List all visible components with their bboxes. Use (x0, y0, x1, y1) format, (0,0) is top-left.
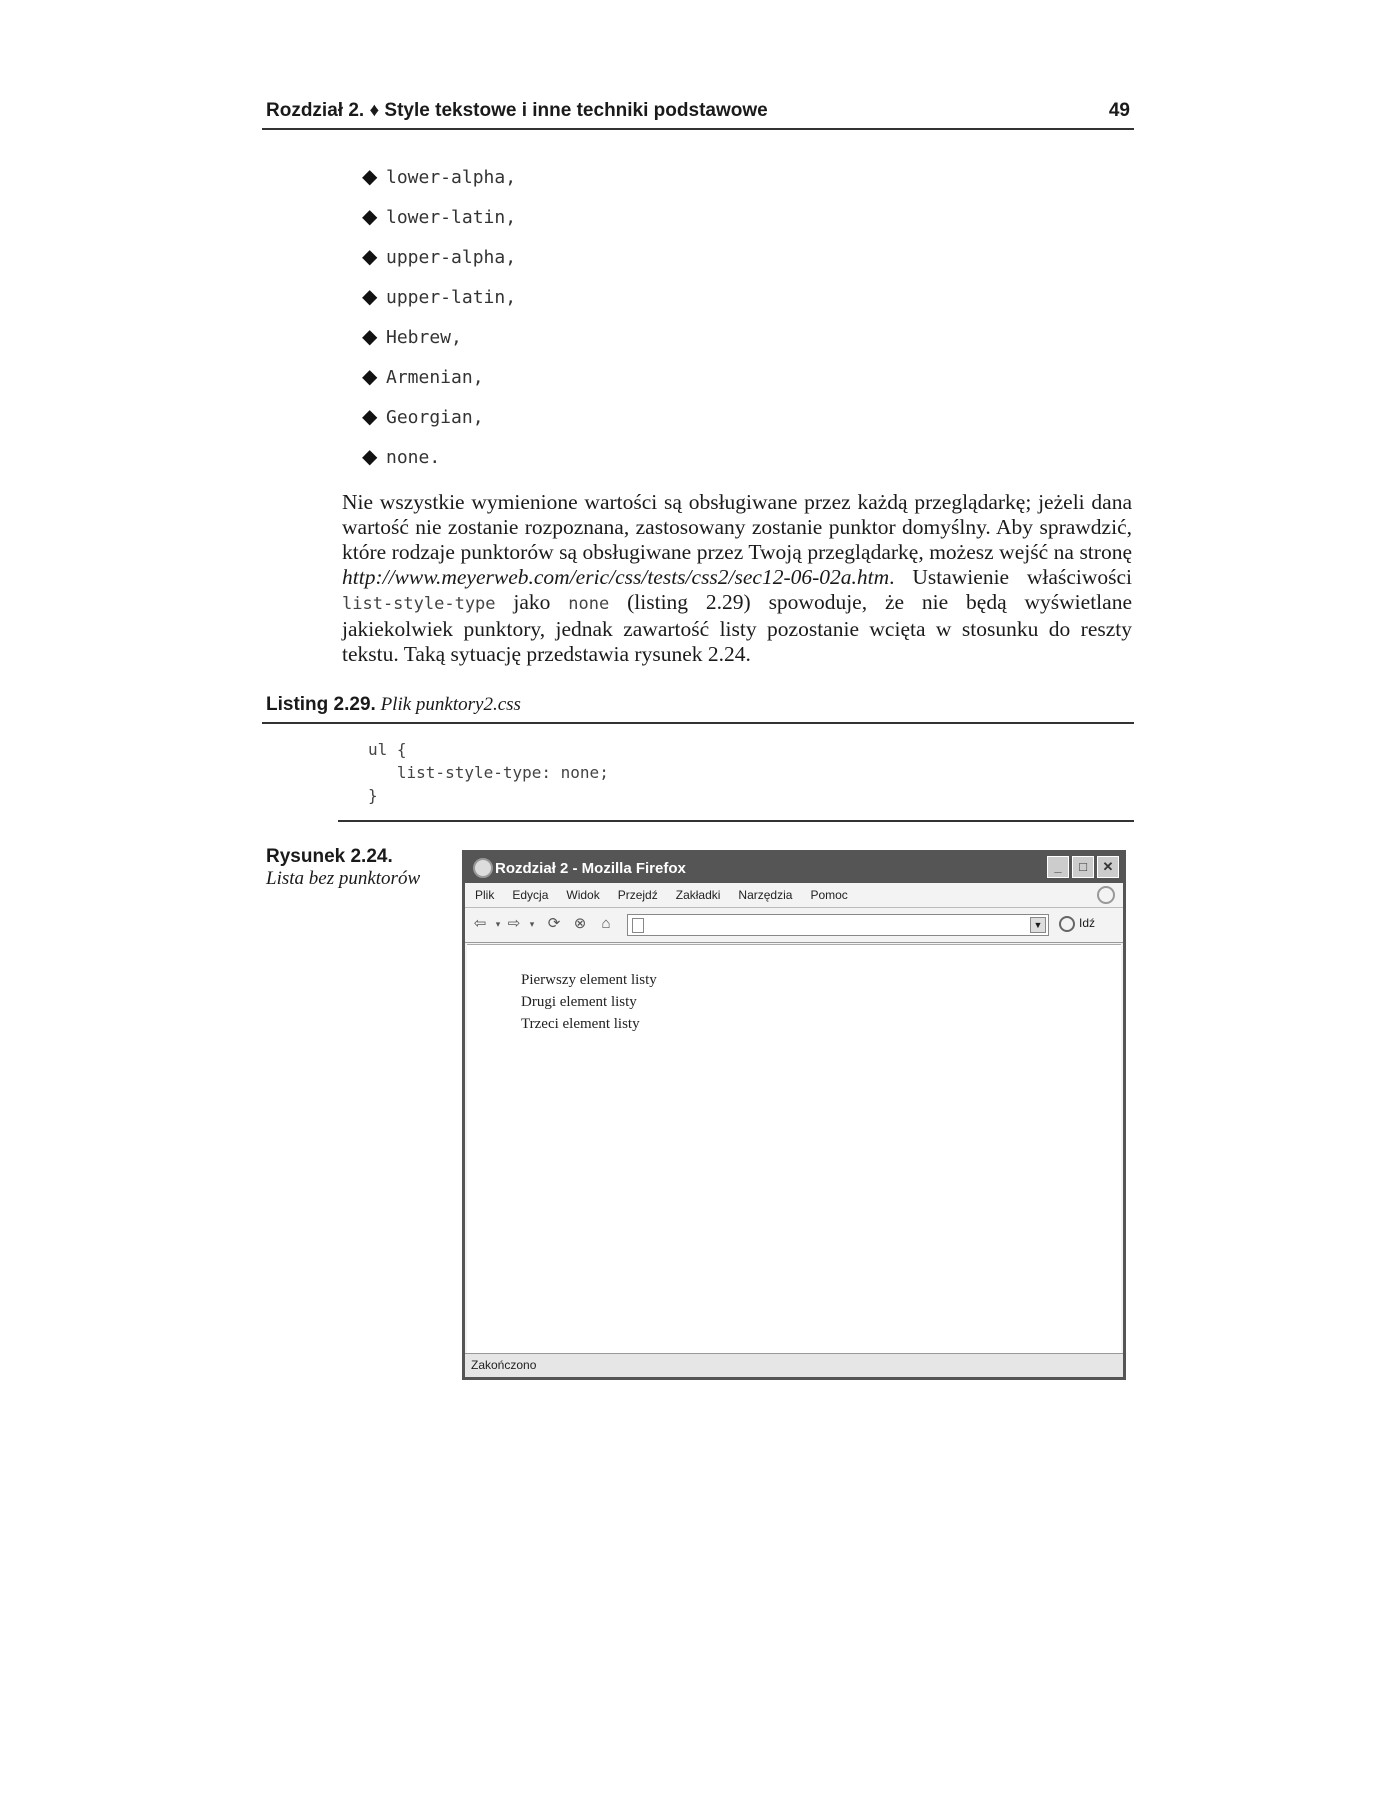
running-header (262, 98, 1134, 130)
menu-file[interactable]: Plik (475, 888, 495, 902)
window-controls (1047, 856, 1119, 878)
listing-label: Listing 2.29. (266, 694, 376, 715)
list-item: ◆ lower-alpha, (362, 164, 517, 188)
go-icon (1059, 916, 1075, 932)
code-line: ul { (368, 740, 407, 759)
window-title: Rozdział 2 - Mozilla Firefox (495, 860, 686, 877)
maximize-icon[interactable]: □ (1072, 856, 1094, 878)
chevron-down-icon[interactable]: ▼ (1030, 917, 1046, 933)
menu-help[interactable]: Pomoc (810, 888, 848, 902)
diamond-bullet-icon: ◆ (362, 324, 378, 348)
address-bar[interactable] (627, 914, 1049, 936)
body-paragraph: Nie wszystkie wymienione wartości są obsługiwane przez każdą przeglądarkę; jeżeli dana wartość nie zostanie rozpoznana, zastosowany zostanie punktor domyślny. Aby sprawdzić, które rodzaje punktorów są obsługiwane przez Twoją przeglądarkę, możesz wejść na stronę http://www.meyerweb.com/eric/css/tests/css2/sec12-06-02a.htm. Ustawienie właściwości list-style-type jako none (listing 2.29) spowoduje, że nie będą wyświetlane jakiekolwiek punktory, jednak zawartość listy pozostanie wcięta w stosunku do reszty tekstu. Taką sytuację przedstawia rysunek 2.24. (342, 490, 1132, 666)
menu-go[interactable]: Przejdź (617, 888, 658, 902)
diamond-bullet-icon: ◆ (362, 164, 378, 188)
close-icon[interactable]: ✕ (1097, 856, 1119, 878)
stop-icon[interactable]: ⊗ (573, 915, 587, 932)
home-icon[interactable]: ⌂ (601, 915, 611, 932)
menu-tools[interactable]: Narzędzia (738, 888, 793, 902)
chapter-title: Rozdział 2. ♦ Style tekstowe i inne techniki podstawowe (266, 100, 768, 121)
value-list (362, 162, 516, 482)
forward-dropdown-icon[interactable]: ▾ (529, 919, 535, 929)
list-item: ◆ upper-alpha, (362, 244, 517, 268)
title-bar (465, 853, 1123, 883)
page-content (467, 944, 1121, 1353)
go-button[interactable]: Idź (1059, 916, 1095, 932)
diamond-bullet-icon: ◆ (362, 444, 378, 468)
code-line: list-style-type: none; (368, 763, 609, 782)
menu-bar (465, 883, 1123, 908)
forward-icon[interactable]: ⇨ (507, 915, 521, 932)
status-bar: Zakończono (465, 1353, 1123, 1377)
diamond-bullet-icon: ◆ (362, 204, 378, 228)
page-icon (632, 918, 644, 933)
list-item: ◆ upper-latin, (362, 284, 517, 308)
listing-title (262, 694, 1134, 724)
back-dropdown-icon[interactable]: ▾ (495, 919, 501, 929)
list-item: Drugi element listy (521, 994, 637, 1010)
diamond-bullet-icon: ◆ (362, 364, 378, 388)
figure-caption (266, 846, 446, 890)
inline-code: none (568, 594, 610, 614)
firefox-icon (473, 858, 493, 878)
back-icon[interactable]: ⇦ (473, 915, 487, 932)
list-item: ◆ lower-latin, (362, 204, 517, 228)
page-number: 49 (1108, 100, 1130, 121)
menu-bookmarks[interactable]: Zakładki (675, 888, 721, 902)
browser-window-screenshot (462, 850, 1126, 1380)
code-listing (338, 738, 1134, 822)
list-item: ◆ Hebrew, (362, 324, 462, 348)
diamond-bullet-icon: ◆ (362, 404, 378, 428)
list-item: Trzeci element listy (521, 1016, 640, 1032)
list-item: Pierwszy element listy (521, 972, 657, 988)
code-line: } (368, 786, 378, 805)
rendered-list (521, 969, 657, 1035)
list-item: ◆ Georgian, (362, 404, 484, 428)
minimize-icon[interactable]: _ (1047, 856, 1069, 878)
reload-icon[interactable]: ⟳ (547, 915, 561, 932)
url-link: http://www.meyerweb.com/eric/css/tests/css2/sec12-06-02a.htm (342, 565, 890, 589)
inline-code: list-style-type (342, 594, 496, 614)
diamond-bullet-icon: ◆ (362, 284, 378, 308)
figure-caption-text: Lista bez punktorów (266, 868, 421, 889)
list-item: ◆ none. (362, 444, 441, 468)
throbber-icon (1097, 886, 1115, 904)
diamond-bullet-icon: ◆ (362, 244, 378, 268)
listing-filename: Plik punktory2.css (380, 694, 521, 715)
figure-number: Rysunek 2.24. (266, 846, 393, 867)
navigation-toolbar (465, 908, 1123, 943)
menu-edit[interactable]: Edycja (512, 888, 549, 902)
menu-view[interactable]: Widok (566, 888, 600, 902)
list-item: ◆ Armenian, (362, 364, 484, 388)
